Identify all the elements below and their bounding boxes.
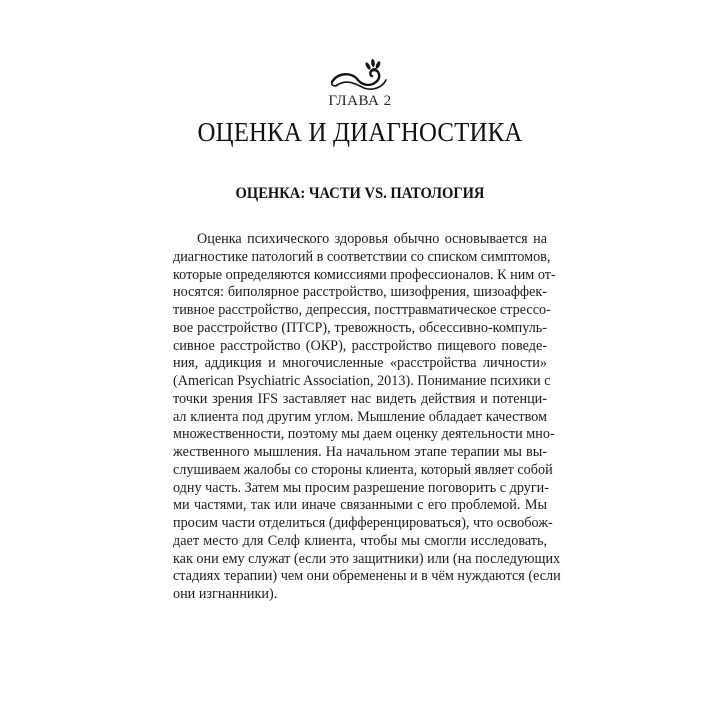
text-line: сивное расстройство (ОКР), расстройство пищевого поведе-	[173, 337, 547, 354]
text-line: стадиях терапии) чем они обременены и в чём нуждаются (если	[173, 568, 561, 585]
text-line: (American Psychiatric Association, 2013). Понимание психики с	[173, 373, 551, 389]
text-line: дает место для Селф клиента, чтобы мы смогли исследовать,	[173, 532, 547, 549]
text-line: множественности, поэтому мы даем оценку деятельности мно-	[173, 426, 555, 443]
text-line: ми частями, так или иначе связанными с его проблемой. Мы	[173, 497, 547, 514]
chapter-title: ОЦЕНКА И ДИАГНОСТИКА	[197, 117, 523, 147]
text-line: которые определяются комиссиями профессионалов. К ним от-	[173, 266, 556, 283]
text-line: тивное расстройство, депрессия, посттравматическое стрессо-	[173, 302, 551, 318]
text-line: Оценка психического здоровья обычно основывается на	[197, 231, 547, 247]
text-line: ния, аддикция и многочисленные «расстройства личности»	[173, 355, 547, 372]
section-heading: ОЦЕНКА: ЧАСТИ VS. ПАТОЛОГИЯ	[235, 185, 485, 202]
text-line: как они ему служат (если это защитники) или (на последующих	[173, 550, 561, 567]
text-line: вое расстройство (ПТСР), тревожность, обсессивно-компуль-	[173, 319, 547, 336]
flourish-ornament-icon	[328, 58, 392, 92]
text-line: ал клиента под другим углом. Мышление обладает качеством	[173, 408, 547, 425]
text-line: слушиваем жалобы со стороны клиента, который являет собой	[173, 461, 553, 478]
text-line: жественного мышления. На начальном этапе терапии мы вы-	[173, 444, 547, 460]
text-line: носятся: биполярное расстройство, шизофрения, шизоаффек-	[173, 284, 547, 301]
text-line: просим части отделиться (дифференцироваться), что освобож-	[173, 515, 553, 531]
chapter-number: ГЛАВА 2	[328, 93, 392, 109]
text-line: они изгнанники).	[173, 586, 278, 602]
text-line: диагностике патологий в соответствии со списком симптомов,	[173, 248, 551, 265]
body-paragraph	[173, 231, 561, 604]
text-line: точки зрения IFS заставляет нас видеть действия и потенци-	[173, 390, 547, 407]
text-line: одну часть. Затем мы просим разрешение поговорить с други-	[173, 479, 549, 496]
